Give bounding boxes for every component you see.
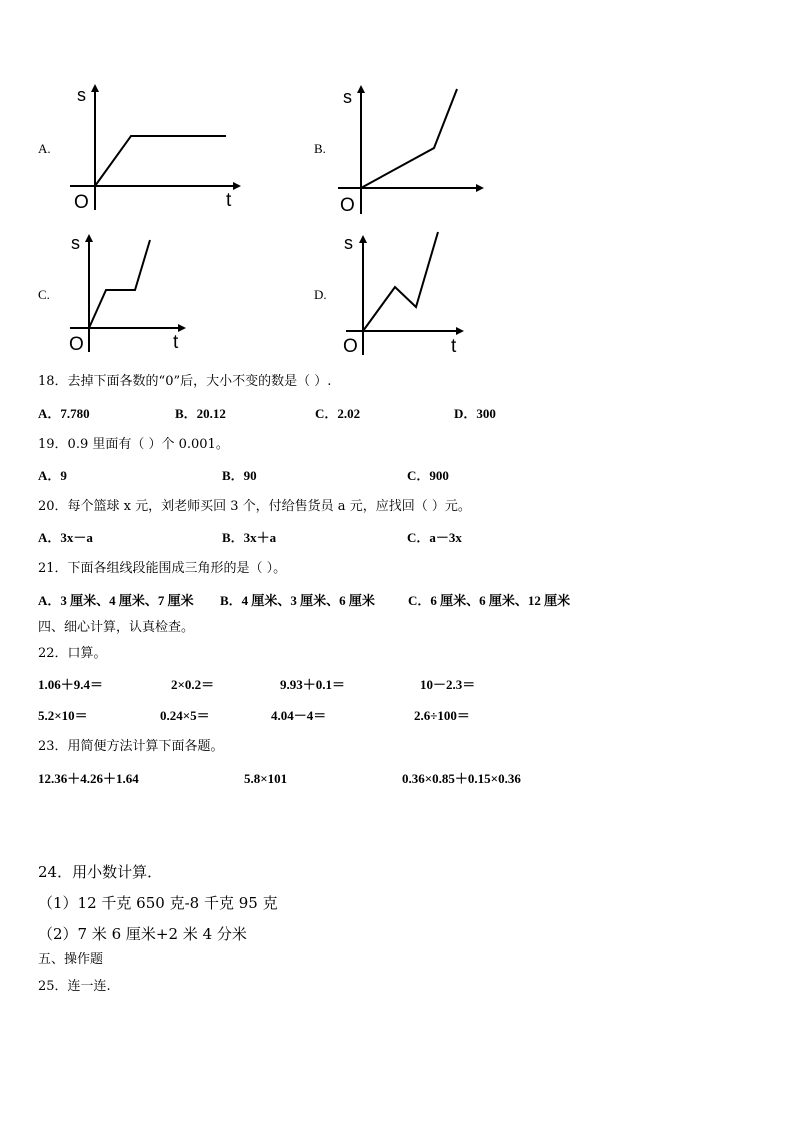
option-b-label: B. [314,141,326,156]
graph-a-s-axis-label: s [77,85,86,105]
q22-item-8: 2.6÷100＝ [414,708,470,723]
option-a-label: A. [38,141,51,156]
q18-stem: 18．去掉下面各数的“0”后，大小不变的数是（ ）. [38,374,332,389]
q19-option-b: B．90 [222,468,257,483]
graph-d [0,0,457,357]
q18-option-a: A．7.780 [38,406,90,421]
graph-d-t-axis-label: t [451,336,457,357]
q22-item-4: 10－2.3＝ [420,677,476,692]
q23-item-1: 12.36＋4.26＋1.64 [38,771,139,786]
graph-c-s-axis-label: s [71,233,80,253]
q23-item-3: 0.36×0.85＋0.15×0.36 [402,771,521,786]
q22-item-2: 2×0.2＝ [171,677,215,692]
q24-item-2: （2）7 米 6 厘米+2 米 4 分米 [38,925,247,943]
section-5-heading: 五、操作题 [38,952,104,967]
graph-d-origin-label: O [343,336,358,357]
q19-option-a: A．9 [38,468,67,483]
q23-item-2: 5.8×101 [244,771,288,786]
graph-d-s-axis-label: s [344,233,353,253]
option-d-label: D. [314,287,327,302]
q22-item-1: 1.06＋9.4＝ [38,677,104,692]
q23-stem: 23．用简便方法计算下面各题。 [38,739,224,754]
q21-option-b: B．4 厘米、3 厘米、6 厘米 [220,593,375,608]
q20-option-c: C．a－3x [407,530,462,545]
q21-option-c: C．6 厘米、6 厘米、12 厘米 [408,593,571,608]
q19-option-c: C．900 [407,468,449,483]
q22-item-3: 9.93＋0.1＝ [280,677,346,692]
option-c-label: C. [38,287,50,302]
graph-c-origin-label: O [69,334,84,355]
section-4-heading: 四、细心计算，认真检查。 [38,620,195,635]
q20-option-a: A．3x－a [38,530,93,545]
q24-stem: 24．用小数计算． [38,863,163,881]
q21-option-a: A．3 厘米、4 厘米、7 厘米 [38,593,194,608]
q24-item-1: （1）12 千克 650 克-8 千克 95 克 [38,894,278,912]
graph-a-origin-label: O [74,192,89,213]
q18-option-b: B．20.12 [175,406,226,421]
q20-stem: 20．每个篮球 x 元，刘老师买回 3 个，付给售货员 a 元，应找回（ ）元。 [38,499,471,514]
q21-stem: 21．下面各组线段能围成三角形的是（ ）。 [38,561,287,576]
graph-b-origin-label: O [340,195,355,216]
q18-option-d: D．300 [454,406,496,421]
q25-stem: 25．连一连. [38,979,111,994]
graph-c-t-axis-label: t [173,332,179,353]
q22-item-6: 0.24×5＝ [160,708,210,723]
graph-a-t-axis-label: t [226,190,232,211]
q19-stem: 19．0.9 里面有（ ）个 0.001。 [38,437,229,452]
q18-option-c: C．2.02 [315,406,361,421]
q22-stem: 22．口算。 [38,646,107,661]
q22-item-5: 5.2×10＝ [38,708,88,723]
q20-option-b: B．3x＋a [222,530,277,545]
q22-item-7: 4.04－4＝ [271,708,327,723]
graph-b-s-axis-label: s [343,87,352,107]
